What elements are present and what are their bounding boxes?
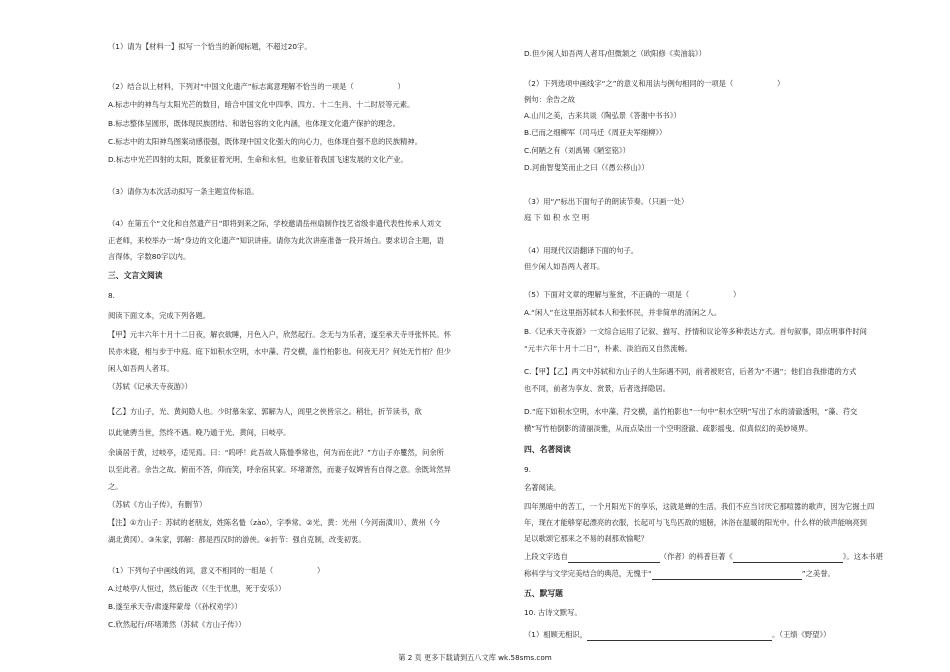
text-line: 余谪居于黄，过岐亭，适见焉。曰：“呜呼！此吾故人陈慥季常也，何为而在此？”方山子亦矍然，问余所 — [108, 448, 444, 457]
text-line: 8. — [108, 291, 115, 300]
text-line: 【注】①方山子：苏轼的老朋友，姓陈名慥（zào），字季常。②光、黄：光州（今河南潢川）、黄州（今 — [108, 518, 441, 527]
text-line: 之。 — [108, 482, 123, 491]
text-line: A.过岐亭/人恒过，然后能改（《生于忧患，死于安乐》） — [108, 584, 286, 593]
blank-prefix: 上段文字选自 — [524, 552, 568, 561]
text-line: 民亦未寝，相与步于中庭。庭下如积水空明，水中藻、荇交横，盖竹柏影也。何夜无月？何处无竹柏？但少 — [108, 347, 451, 356]
blank-middle: （作者）的科普巨著《 — [659, 552, 733, 561]
binding-margin — [12, 16, 20, 656]
blank2-suffix: ”之美誉。 — [801, 569, 835, 578]
text-line: B.遂至承天寺/肃遂拜蒙母（《孙权劝学》） — [108, 602, 242, 611]
page-footer: 第 2 页 更多下载请到五八文库 wk.58sms.com — [398, 653, 552, 662]
text-line: （4）在第五个“文化和自然遗产日”即将到来之际，学校邀请岳州扇制作技艺省级非遗代表性传承人刘文 — [108, 219, 442, 228]
text-line: （2）结合以上材料，下列对“中国文化遗产”标志寓意理解不恰当的一项是（ ） — [108, 82, 405, 91]
text-line: 以此驰骋当世，然终不遇。晚乃遁于光、黄间，曰岐亭。 — [108, 428, 291, 437]
text-line: 10. 古诗文默写。 — [524, 608, 582, 617]
quote-prefix: （1）相顾无相识， — [524, 630, 588, 639]
text-line: （5）下面对文章的理解与鉴赏，不正确的一项是（ ） — [524, 290, 741, 299]
text-line: 【乙】方山子，光、黄间隐人也。少时慕朱家、郭解为人，闾里之侠皆宗之。稍壮，折节读书，欲 — [108, 407, 422, 416]
text-line: （4）用现代汉语翻译下面的句子。 — [524, 246, 639, 255]
answer-blank-book[interactable] — [733, 562, 843, 563]
text-line: （3）请你为本次活动拟写一条主题宣传标语。 — [108, 187, 259, 196]
text-line: 也不同，前者为享友、赏景，后者选择隐居。 — [524, 384, 670, 393]
text-line: （苏轼《方山子传》，有删节） — [108, 500, 207, 509]
answer-blank-praise[interactable] — [652, 579, 802, 580]
section-heading: 三、文言文阅读 — [108, 271, 163, 280]
text-line: D.但少闲人如吾两人者耳/但微颔之（欧阳修《卖油翁》） — [524, 49, 706, 58]
answer-blank-author[interactable] — [568, 562, 660, 563]
text-line: （2）下列选项中画线字“之”的意义和用法与例句相同的一项是（ ） — [524, 79, 785, 88]
text-line: 9. — [524, 465, 531, 474]
text-line: 但少闲人如吾两人者耳。 — [524, 262, 605, 271]
text-line: C.何陋之有（刘禹锡《陋室铭》） — [524, 146, 630, 155]
text-line: 四年黑暗中的苦工，一个月阳光下的享乐，这就是蝉的生活。我们不应当讨厌它那喧嚣的歌声，因为它掘土四 — [524, 502, 875, 511]
text-line: B.标志整体呈圆形，既体现民族团结、和谐包容的文化内涵，也体现文化遗产保护的理念。 — [108, 119, 400, 128]
text-line: D.“庭下如积水空明，水中藻、荇交横，盖竹柏影也”一句中“积水空明”写出了水的清澈透明，“藻、荇交 — [524, 407, 858, 416]
text-line: A.山川之美，古来共谈（陶弘景《答谢中书书》） — [524, 111, 681, 120]
text-line: 湖北黄冈）。③朱家，郭解：都是西汉时的游侠。④折节：强自克制，改变初衷。 — [108, 535, 366, 544]
text-line: “元丰六年十月十二日”，朴素、淡泊而又自然流畅。 — [524, 344, 693, 353]
text-line: 横”写竹柏倒影的清丽淡雅，从而点染出一个空明澄澈、疏影摇曳、似真似幻的美妙境界。 — [524, 424, 813, 433]
text-line: （3）用“/”标出下面句子的朗读节奏。（只画一处） — [524, 197, 689, 206]
blank-suffix: 》。这本书堪 — [842, 552, 883, 561]
text-line: 年，现在才能够穿起漂亮的衣服，长起可与飞鸟匹敌的翅膀，沐浴在温暖的阳光中。什么样的钹声能响亮到 — [524, 518, 867, 527]
text-line: （1）请为【材料一】拟写一个恰当的新闻标题，不超过20字。 — [108, 42, 312, 51]
blank2-prefix: 称科学与文学完美结合的典范，无愧于“ — [524, 569, 652, 578]
text-line: B.《记承天寺夜游》一文综合运用了记叙、描写、抒情和议论等多种表达方式。首句叙事，即点明事件时间 — [524, 327, 867, 336]
text-line: 足以歌颂它那来之不易的刹那欢愉呢？ — [524, 534, 649, 543]
section-heading: 五、默写题 — [524, 589, 563, 598]
text-line: 闲人如吾两人者耳。 — [108, 364, 174, 373]
text-line: 正老师，来校举办一场“身边的文化遗产”知识讲座。请你为此次讲座准备一段开场白。要求切合主题，语 — [108, 236, 444, 245]
poem-dictation-line — [524, 630, 830, 641]
quote-suffix: 。（王绩《野望》） — [772, 630, 831, 639]
text-line: （苏轼《记承天寺夜游》） — [108, 382, 192, 391]
text-line: D.河曲智叟笑而止之曰（《愚公移山》） — [524, 163, 649, 172]
text-line: D.标志中光芒四射的太阳，既象征着光明、生命和永恒，也象征着我国飞速发展的文化产业。 — [108, 155, 408, 164]
section-heading: 四、名著阅读 — [524, 445, 571, 454]
text-line: 言得体，字数80字以内。 — [108, 252, 191, 261]
text-line: 名著阅读。 — [524, 483, 561, 492]
text-line: 庭 下 如 积 水 空 明 — [524, 213, 589, 222]
text-line: C.【甲】【乙】两文中苏轼和方山子的人生际遇不同，前者被贬官，后者为“不遇”；他们自我排遣的方式 — [524, 367, 857, 376]
text-line: 例句：余告之故 — [524, 95, 576, 104]
text-line: A.“闲人”在这里指苏轼本人和张怀民，并非简单的清闲之人。 — [524, 308, 722, 317]
fill-in-blank-line-2 — [524, 569, 835, 580]
text-line: B.已而之细柳军（司马迁《周亚夫军细柳》） — [524, 128, 667, 137]
text-line: （1）下列句子中画线的词，意义不相同的一组是（ ） — [108, 566, 325, 575]
text-line: 阅读下面文本，完成下列各题。 — [108, 311, 211, 320]
text-line: C.欣然起行/环堵萧然（苏轼《方山子传》） — [108, 620, 246, 629]
text-line: 以至此者。余告之故。俯而不答，仰而笑，呼余宿其家。环堵萧然，而妻子奴婢皆有自得之意。余既耸然异 — [108, 465, 451, 474]
text-line: 【甲】元丰六年十月十二日夜，解衣欲睡，月色入户，欣然起行。念无与为乐者，遂至承天寺寻张怀民。怀 — [108, 330, 451, 339]
text-line: A.标志中的神鸟与太阳光芒的数目，暗合中国文化中四季、四方、十二生肖、十二时辰等元素。 — [108, 100, 415, 109]
text-line: C.标志中的太阳神鸟图案动感很强，既体现中国文化强大的向心力，也体现自强不息的民族精神。 — [108, 137, 422, 146]
fill-in-blank-line-1 — [524, 552, 883, 563]
answer-blank-poem[interactable] — [587, 640, 772, 641]
